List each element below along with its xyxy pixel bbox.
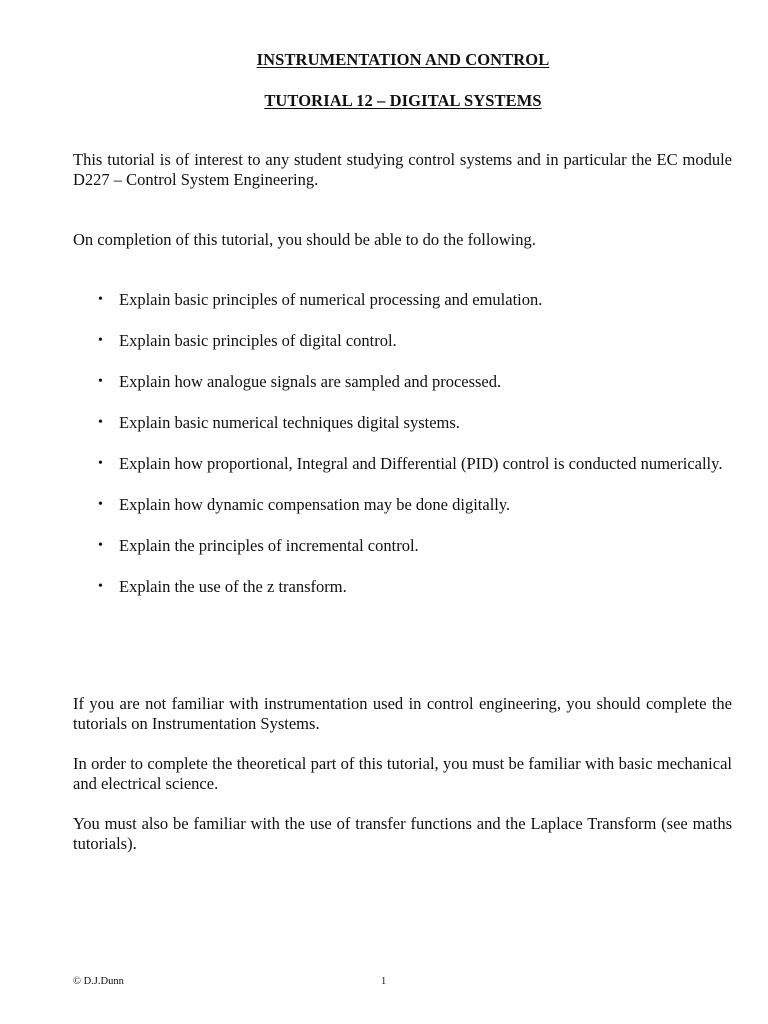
objective-text: Explain how dynamic compensation may be done digitally. bbox=[119, 495, 511, 514]
bullet-icon: • bbox=[98, 538, 103, 553]
bullet-icon: • bbox=[98, 579, 103, 594]
list-item bbox=[73, 577, 732, 597]
list-item bbox=[73, 290, 732, 310]
document-title: INSTRUMENTATION AND CONTROL bbox=[256, 50, 550, 69]
document-subtitle: TUTORIAL 12 – DIGITAL SYSTEMS bbox=[264, 91, 542, 110]
list-item bbox=[73, 372, 732, 392]
objective-text: Explain how proportional, Integral and Differential (PID) control is conducted numerically. bbox=[119, 454, 723, 473]
completion-lead-paragraph: On completion of this tutorial, you should be able to do the following. bbox=[73, 230, 536, 249]
objective-text: Explain the principles of incremental control. bbox=[119, 536, 419, 555]
list-item bbox=[73, 454, 732, 474]
prerequisite-paragraph-science: In order to complete the theoretical part of this tutorial, you must be familiar with basic mechanical and electrical science. bbox=[73, 754, 732, 793]
list-item bbox=[73, 495, 732, 515]
bullet-icon: • bbox=[98, 333, 103, 348]
footer-page-number: 1 bbox=[381, 976, 387, 987]
objective-text: Explain basic numerical techniques digital systems. bbox=[119, 413, 460, 432]
bullet-icon: • bbox=[98, 374, 103, 389]
bullet-icon: • bbox=[98, 497, 103, 512]
list-item bbox=[73, 331, 732, 351]
bullet-icon: • bbox=[98, 292, 103, 307]
bullet-icon: • bbox=[98, 415, 103, 430]
intro-paragraph: This tutorial is of interest to any student studying control systems and in particular the EC module D227 – Control System Engineering. bbox=[73, 150, 732, 189]
objectives-list bbox=[73, 290, 732, 618]
footer-copyright: © D.J.Dunn bbox=[73, 976, 124, 987]
list-item bbox=[73, 413, 732, 433]
prerequisite-paragraph-instrumentation: If you are not familiar with instrumentation used in control engineering, you should complete the tutorials on Instrumentation Systems. bbox=[73, 694, 732, 733]
objective-text: Explain how analogue signals are sampled and processed. bbox=[119, 372, 502, 391]
bullet-icon: • bbox=[98, 456, 103, 471]
list-item bbox=[73, 536, 732, 556]
objective-text: Explain basic principles of numerical processing and emulation. bbox=[119, 290, 543, 309]
objective-text: Explain basic principles of digital control. bbox=[119, 331, 397, 350]
prerequisite-paragraph-laplace: You must also be familiar with the use of transfer functions and the Laplace Transform (see maths tutorials). bbox=[73, 814, 732, 853]
objective-text: Explain the use of the z transform. bbox=[119, 577, 347, 596]
